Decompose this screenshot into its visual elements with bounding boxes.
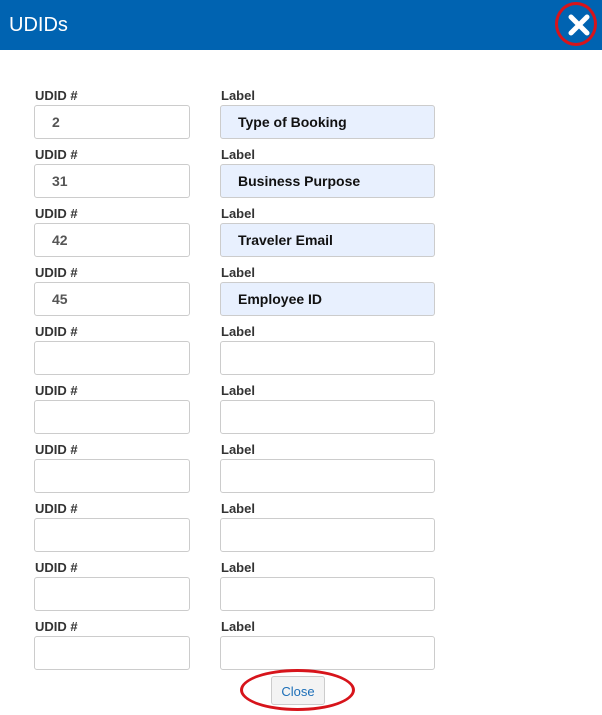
label-input[interactable] [220, 400, 435, 434]
label-input[interactable] [220, 164, 435, 198]
udid-field-label: UDID # [35, 147, 78, 162]
udid-input[interactable] [34, 400, 190, 434]
close-button[interactable]: Close [271, 676, 325, 705]
udid-field-label: UDID # [35, 265, 78, 280]
udid-input[interactable] [34, 164, 190, 198]
udid-row [0, 147, 602, 206]
udid-field-label: UDID # [35, 88, 78, 103]
label-input[interactable] [220, 577, 435, 611]
udid-input[interactable] [34, 282, 190, 316]
udid-input[interactable] [34, 518, 190, 552]
dialog-title: UDIDs [9, 14, 68, 36]
label-field-label: Label [221, 265, 255, 280]
udid-input[interactable] [34, 459, 190, 493]
label-input[interactable] [220, 636, 435, 670]
label-input[interactable] [220, 223, 435, 257]
label-field-label: Label [221, 88, 255, 103]
udid-row [0, 206, 602, 265]
udid-row [0, 324, 602, 383]
close-x-icon[interactable] [560, 6, 598, 44]
udid-row [0, 501, 602, 560]
label-field-label: Label [221, 501, 255, 516]
label-field-label: Label [221, 206, 255, 221]
label-field-label: Label [221, 324, 255, 339]
udid-field-label: UDID # [35, 560, 78, 575]
udid-field-label: UDID # [35, 619, 78, 634]
udid-row [0, 88, 602, 147]
udid-field-label: UDID # [35, 501, 78, 516]
udid-row [0, 383, 602, 442]
udid-input[interactable] [34, 105, 190, 139]
udid-input[interactable] [34, 223, 190, 257]
label-field-label: Label [221, 442, 255, 457]
udid-row [0, 560, 602, 619]
dialog-titlebar [0, 0, 602, 50]
udid-field-label: UDID # [35, 442, 78, 457]
label-input[interactable] [220, 459, 435, 493]
label-input[interactable] [220, 105, 435, 139]
udid-field-label: UDID # [35, 383, 78, 398]
label-field-label: Label [221, 147, 255, 162]
udid-row [0, 619, 602, 678]
label-field-label: Label [221, 619, 255, 634]
udid-field-label: UDID # [35, 206, 78, 221]
udid-field-label: UDID # [35, 324, 78, 339]
udid-row [0, 442, 602, 501]
label-field-label: Label [221, 560, 255, 575]
udid-input[interactable] [34, 636, 190, 670]
label-input[interactable] [220, 341, 435, 375]
label-input[interactable] [220, 282, 435, 316]
label-input[interactable] [220, 518, 435, 552]
udid-input[interactable] [34, 577, 190, 611]
label-field-label: Label [221, 383, 255, 398]
udid-input[interactable] [34, 341, 190, 375]
udid-row [0, 265, 602, 324]
